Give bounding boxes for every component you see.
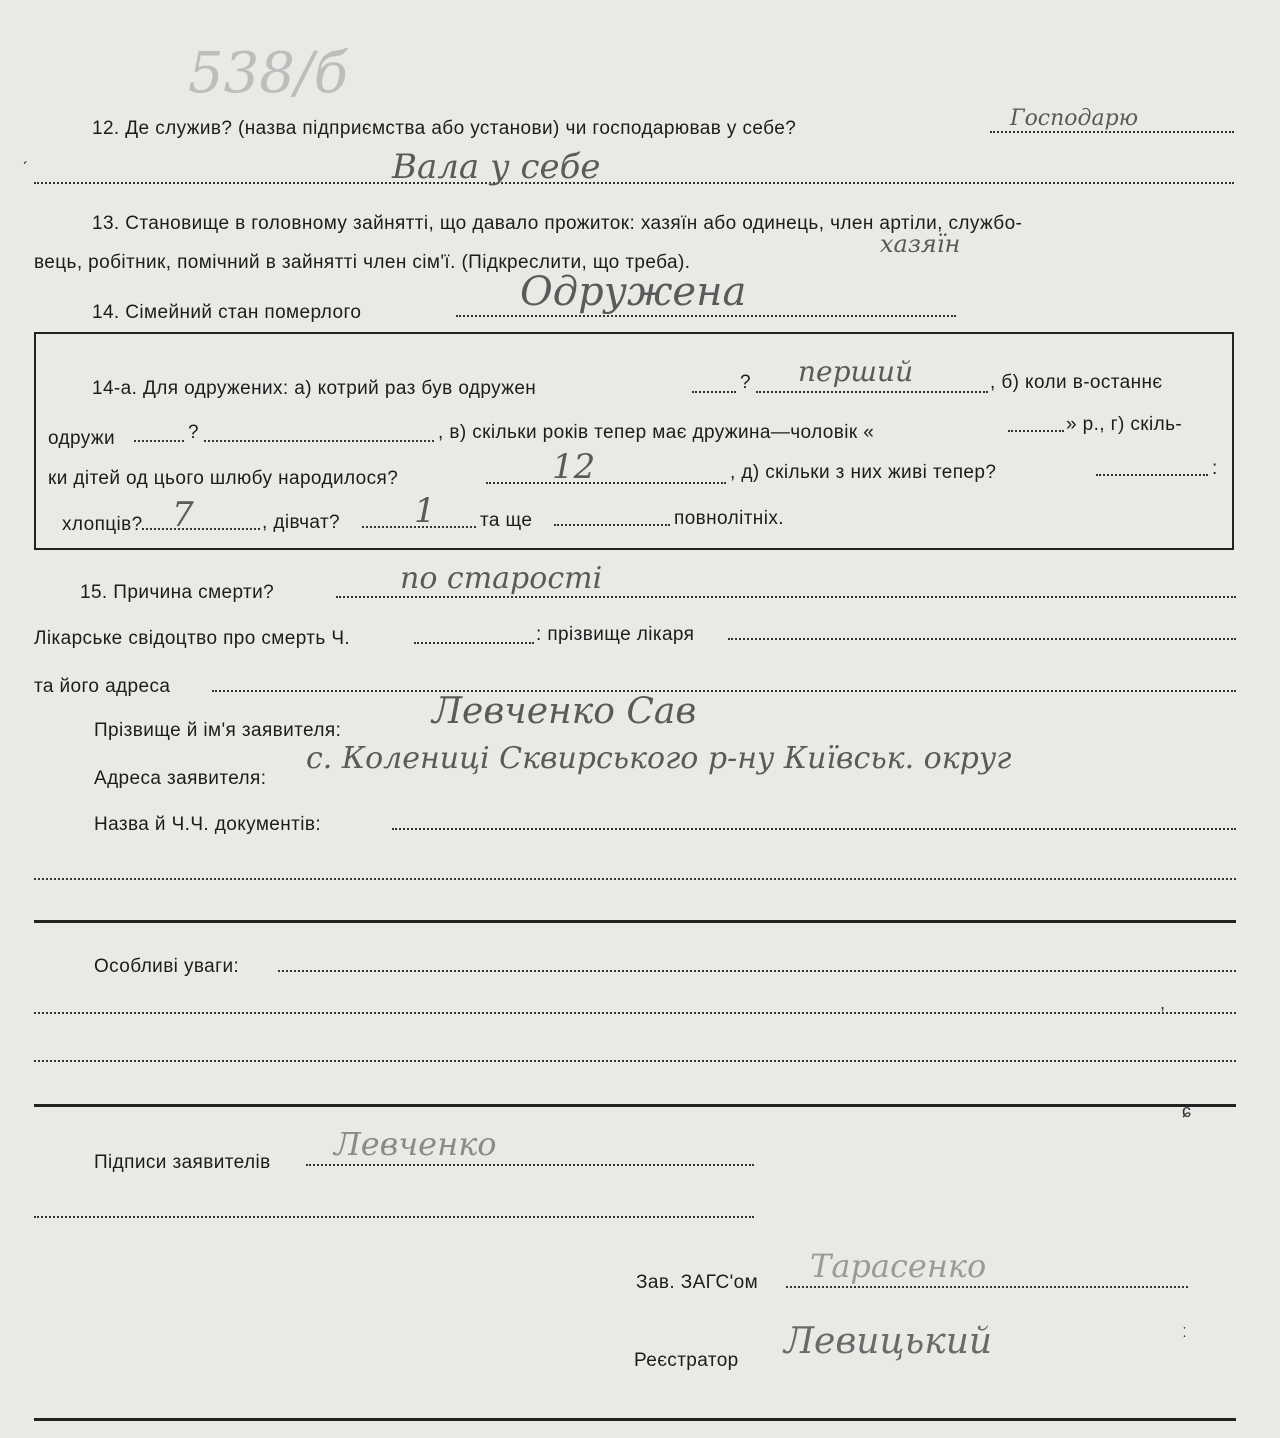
q13-question-line2: вець, робітник, помічний в зайнятті член сім'ї. (Підкреслити, що треба). [34,252,691,273]
q12-question: 12. Де служив? (назва підприємства або установи) чи господарював у себе? [92,118,797,139]
registrar-label: Реєстратор [634,1350,739,1371]
q14a-line1-dots-a [692,391,736,393]
q13-question-line1: 13. Становище в головному зайнятті, що давало прожиток: хазяїн або одинець, член артіли, службо- [92,213,1023,234]
doctor-name-line [728,638,1236,640]
q12-answer-b: Вала у себе [392,147,601,187]
q14a-line4-girls-label: , дівчат? [262,512,341,533]
q14a-line2-dots-b [204,440,434,442]
q12-line-1 [990,131,1234,133]
q14a-line4-more-label: та ще [480,510,533,531]
registry-head-signature: Тарасенко [810,1247,987,1285]
applicant-signatures-line-2 [34,1216,754,1218]
q12-answer-a: Господарю [1010,106,1139,131]
q14a-boys-answer: 7 [172,495,194,535]
q14a-line1-q: ? [740,372,751,393]
q14a-line4-boys-label: хлопців? [62,514,143,535]
applicant-signatures-line-1 [306,1164,754,1166]
ink-mark: , [1160,993,1166,1013]
q14-line [456,315,956,317]
q14a-line2-dots-a [134,440,184,442]
q14a-line4-dots-a [142,528,260,530]
q12-line-2 [34,182,1234,184]
ink-mark: ˊ [22,159,28,179]
remarks-label: Особливі уваги: [94,956,240,977]
registry-head-label: Зав. ЗАГС'ом [636,1272,759,1293]
applicant-docs-line-1 [392,828,1236,830]
remarks-line-3 [34,1060,1236,1062]
q14a-line3-colon: : [1212,458,1218,479]
q14a-line2-q: ? [188,422,199,443]
q14-question: 14. Сімейний стан померлого [92,302,362,323]
q15-line [336,596,1236,598]
q14a-first-marriage-answer: перший [798,355,914,388]
q14a-line2-mid: , в) скільки років тепер має дружина—чоловік « [438,422,875,443]
q14a-line3-dots-a [486,482,726,484]
applicant-address-value: с. Колениці Сквирського р-ну Київськ. округ [306,741,1012,776]
doctor-cert-label: Лікарське свідоцтво про смерть Ч. [34,628,351,649]
applicant-signatures-label: Підписи заявителів [94,1152,271,1173]
q14a-line4-tail: повнолітніх. [674,508,784,529]
q14a-line2-dots-c [1008,430,1064,432]
q13-answer: хазяїн [880,230,961,258]
applicant-address-label: Адреса заявителя: [94,768,267,789]
q14a-line2-label: одружи [48,428,116,449]
bottom-rule [34,1418,1236,1421]
applicant-signature: Левченко [334,1125,497,1163]
ink-mark: ɕ [1182,1101,1191,1121]
q14a-line2-tail: » р., г) скіль- [1066,414,1183,435]
applicant-name-value: Левченко Сав [432,691,697,732]
remarks-line-1 [278,970,1236,972]
q14a-line4-dots-c [554,524,670,526]
q14a-children-born-answer: 12 [552,447,596,487]
q14a-line1-label: 14-а. Для одружених: а) котрий раз був одружен [92,378,537,399]
q14a-line1-dots-b [756,391,988,393]
applicant-docs-line-2 [34,878,1236,880]
remarks-line-2 [34,1012,1236,1014]
doctor-cert-line [414,642,534,644]
q14a-girls-answer: 1 [414,491,436,531]
registry-head-line [786,1286,1188,1288]
doctor-address-label: та його адреса [34,676,171,697]
q14-answer: Одружена [520,269,747,315]
q15-question: 15. Причина смерти? [80,582,275,603]
doctor-address-line [212,690,1236,692]
registrar-signature: Левицький [784,1321,993,1362]
q14a-line3-label: ки дітей од цього шлюбу народилося? [48,468,399,489]
q14a-line1-tail: , б) коли в-останнє [990,372,1163,393]
doctor-name-label: : прізвище лікаря [536,624,695,645]
q14a-line3-mid: , д) скільки з них живі тепер? [730,462,997,483]
q15-answer: по старості [400,561,603,596]
applicant-name-label: Прізвище й ім'я заявителя: [94,720,342,741]
section-divider-1 [34,920,1236,923]
section-divider-2 [34,1104,1236,1107]
applicant-docs-label: Назва й Ч.Ч. документів: [94,814,322,835]
q14a-line3-dots-b [1096,474,1208,476]
ink-mark: ː [1182,1321,1188,1341]
archive-number: 538/б [188,41,348,106]
